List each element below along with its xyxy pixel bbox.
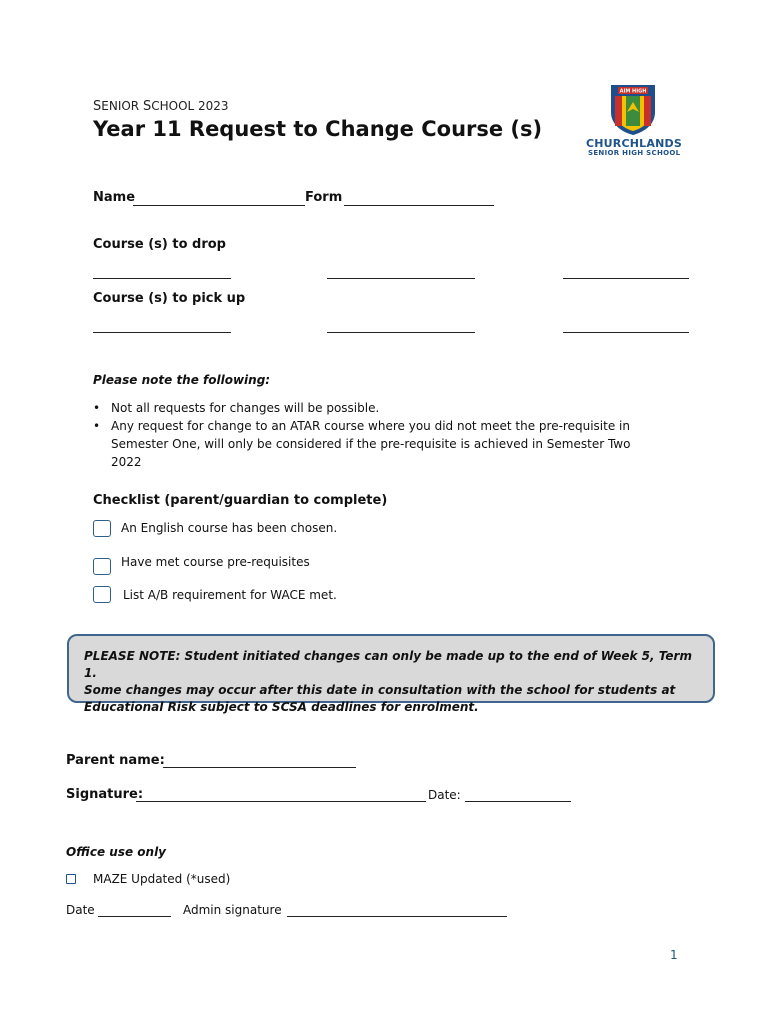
courses-drop-label: Course (s) to drop [93, 237, 226, 252]
please-note-text: PLEASE NOTE: Student initiated changes can only be made up to the end of Week 5, Term 1. Some changes may occur after this date in consultation with the school for students at Educational Risk subject to SCSA deadlines for enrolment. [84, 649, 692, 714]
pickup-course-line-1[interactable] [93, 332, 231, 333]
note-bullet: • Any request for change to an ATAR course where you did not meet the pre-requisite in Semester One, will only be considered if the pre-requisite is achieved in Semester Two 2022 [93, 417, 653, 471]
courses-pickup-label: Course (s) to pick up [93, 291, 246, 306]
pickup-course-line-3[interactable] [563, 332, 689, 333]
school-name: CHURCHLANDS [586, 137, 682, 150]
signature-line[interactable] [136, 801, 426, 802]
notes-list [93, 399, 653, 471]
school-crest-logo [608, 82, 658, 136]
name-field-line[interactable] [133, 205, 305, 206]
admin-signature-label: Admin signature [183, 903, 282, 917]
english-course-checkbox[interactable] [93, 520, 111, 537]
drop-course-line-2[interactable] [327, 278, 475, 279]
checklist-heading: Checklist (parent/guardian to complete) [93, 493, 388, 508]
checklist-item-label: An English course has been chosen. [121, 521, 338, 535]
admin-signature-line[interactable] [287, 916, 507, 917]
date-label: Date: [428, 788, 461, 802]
pickup-course-line-2[interactable] [327, 332, 475, 333]
note-bullet: • Not all requests for changes will be possible. [93, 399, 653, 417]
page-title: Year 11 Request to Change Course (s) [93, 117, 543, 141]
parent-name-line[interactable] [163, 767, 356, 768]
maze-updated-checkbox[interactable] [66, 874, 76, 884]
date-line[interactable] [465, 801, 571, 802]
logo-banner-text: AIM HIGH [619, 88, 647, 95]
drop-course-line-3[interactable] [563, 278, 689, 279]
office-use-heading: Office use only [66, 845, 167, 859]
form-label: Form [305, 190, 343, 205]
prerequisites-checkbox[interactable] [93, 558, 111, 575]
school-year-subtitle: SENIOR SCHOOL 2023 [93, 99, 229, 114]
checklist-item-label: Have met course pre-requisites [121, 555, 310, 569]
page-number: 1 [670, 948, 678, 962]
form-field-line[interactable] [344, 205, 494, 206]
checklist-item-label: List A/B requirement for WACE met. [123, 588, 337, 602]
wace-requirement-checkbox[interactable] [93, 586, 111, 603]
name-label: Name [93, 190, 136, 205]
school-name-sub: SENIOR HIGH SCHOOL [588, 149, 681, 157]
notes-heading: Please note the following: [93, 373, 271, 387]
maze-updated-label: MAZE Updated (*used) [93, 872, 231, 886]
signature-label: Signature: [66, 787, 144, 802]
drop-course-line-1[interactable] [93, 278, 231, 279]
office-date-label: Date [66, 903, 95, 917]
parent-name-label: Parent name: [66, 753, 165, 768]
office-date-line[interactable] [98, 916, 171, 917]
